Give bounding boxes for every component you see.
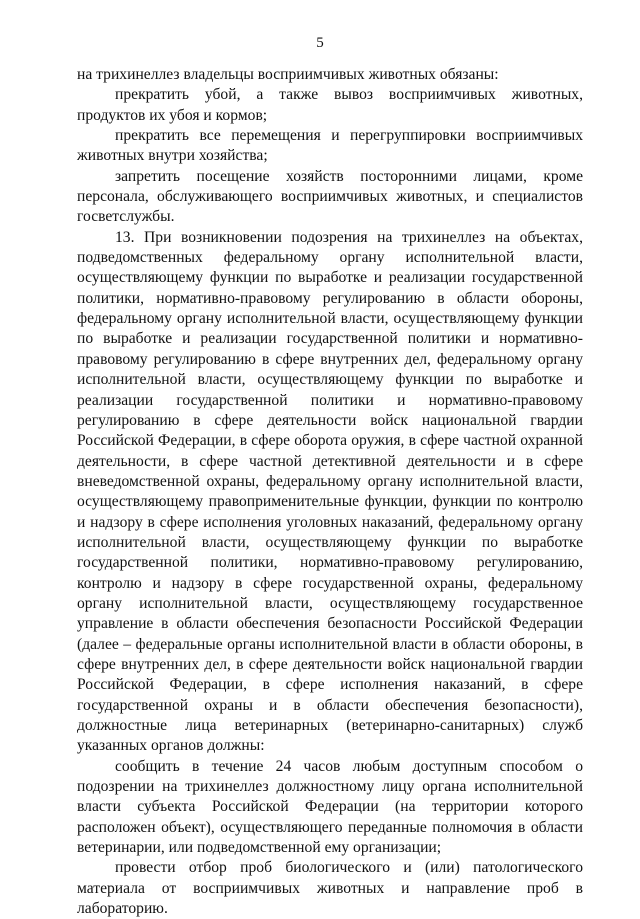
paragraph-sample-collection: провести отбор проб биологического и (или) патологического материала от восприимчивых животных и направление проб в лабораторию. — [77, 859, 583, 918]
page-number: 5 — [316, 35, 324, 51]
paragraph-stop-slaughter: прекратить убой, а также вывоз восприимчивых животных, продуктов их убоя и кормов; — [77, 86, 583, 124]
paragraph-item-13: 13. При возникновении подозрения на трихинеллез на объектах, подведомственных федеральному органу исполнительной власти, осуществляющему функции по выработке и реализации государственной политики, нормативно-правовому регулированию в области обороны, федеральному органу исполнительной власти, осуществляющему функции по выработке и реализации государственной политики и нормативно-правовому регулированию в сфере внутренних дел, федеральному органу исполнительной власти, осуществляющему функции по выработке и реализации государственной политики и нормативно-правовому регулированию в сфере деятельности войск национальной гвардии Российской Федерации, в сфере оборота оружия, в сфере частной охранной деятельности, в сфере частной детективной деятельности и в сфере вневедомственной охраны, федеральному органу исполнительной власти, осуществляющему правоприменительные функции, функции по контролю и надзору в сфере исполнения уголовных наказаний, федеральному органу исполнительной власти, осуществляющему функции по выработке государственной политики, нормативно-правовому регулированию, контролю и надзору в сфере государственной охраны, федеральному органу исполнительной власти, осуществляющему государственное управление в области обеспечения безопасности Российской Федерации (далее – федеральные органы исполнительной власти в области обороны, в сфере внутренних дел, в сфере деятельности войск национальной гвардии Российской Федерации, в сфере исполнения наказаний, в сфере государственной охраны и в области обеспечения безопасности), должностные лица ветеринарных (ветеринарно-санитарных) служб указанных органов должны: — [77, 228, 583, 755]
paragraph-stop-movements: прекратить все перемещения и перегруппировки восприимчивых животных внутри хозяйства; — [77, 127, 583, 165]
paragraph-owners-obligations-intro: на трихинеллез владельцы восприимчивых животных обязаны: — [77, 66, 499, 83]
paragraph-report-suspicion: сообщить в течение 24 часов любым доступным способом о подозрении на трихинеллез должностному лицу органа исполнительной власти субъекта Российской Федерации (на территории которого расположен объект), осуществляющего переданные полномочия в области ветеринарии, или подведомственной ему организации; — [77, 757, 583, 857]
paragraph-prohibit-visits: запретить посещение хозяйств посторонними лицами, кроме персонала, обслуживающего восприимчивых животных, и специалистов госветслужбы. — [77, 167, 583, 226]
document-body — [77, 65, 583, 919]
